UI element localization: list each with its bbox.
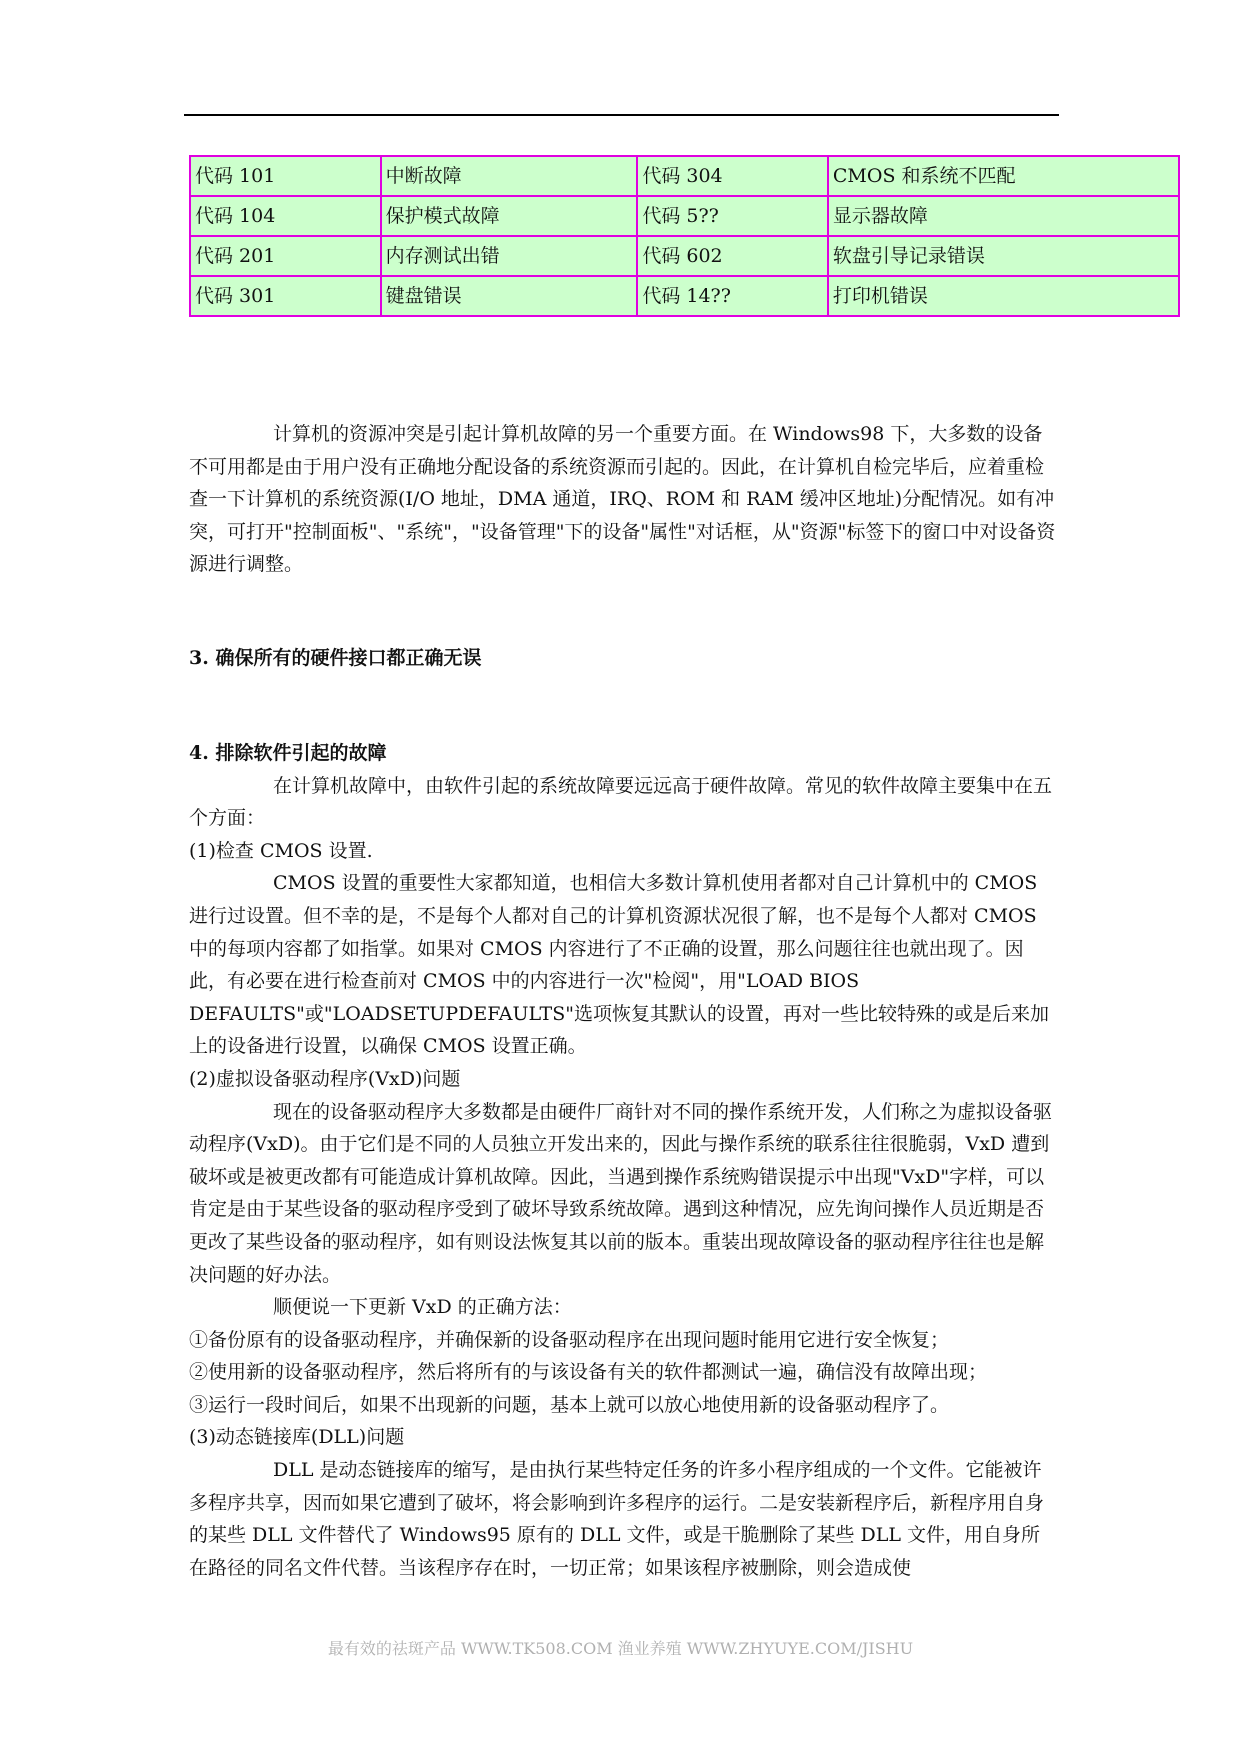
table-cell: 中断故障: [381, 156, 638, 196]
table-cell: 键盘错误: [381, 276, 638, 316]
table-cell: 显示器故障: [828, 196, 1179, 236]
item3-title: (3)动态链接库(DLL)问题: [189, 1426, 405, 1449]
item2-step: ①备份原有的设备驱动程序，并确保新的设备驱动程序在出现问题时能用它进行安全恢复；: [189, 1328, 950, 1351]
header-rule: [184, 114, 1059, 116]
section3-title: 确保所有的硬件接口都正确无误: [215, 647, 482, 669]
section3-number: 3.: [189, 647, 209, 669]
item2-body: 现在的设备驱动程序大多数都是由硬件厂商针对不同的操作系统开发，人们称之为虚拟设备驱动程序(VxD)。由于它们是不同的人员独立开发出来的，因此与操作系统的联系往往很脆弱，VxD 遭到破坏或是被更改都有可能造成计算机故障。因此，当遇到操作系统购错误提示中出现"VxD"字样，可以肯定是由于某些设备的驱动程序受到了破坏导致系统故障。遇到这种情况，应先询问操作人员近期是否更改了某些设备的驱动程序，如有则设法恢复其以前的版本。重装出现故障设备的驱动程序往往也是解决问题的好办法。: [189, 1100, 1053, 1286]
table-cell: 代码 104: [190, 196, 381, 236]
item1-body: CMOS 设置的重要性大家都知道，也相信大多数计算机使用者都对自己计算机中的 CMOS 进行过设置。但不幸的是，不是每个人都对自己的计算机资源状况很了解，也不是每个人都对 CMOS 中的每项内容都了如指掌。如果对 CMOS 内容进行了不正确的设置，那么问题往往也就出现了。因此，有必要在进行检查前对 CMOS 中的内容进行一次"检阅"，用"LOAD BIOS DEFAULTS"或"LOADSETUPDEFAULTS"选项恢复其默认的设置，再对一些比较特殊的或是后来加上的设备进行设置，以确保 CMOS 设置正确。: [189, 872, 1049, 1058]
table-cell: 软盘引导记录错误: [828, 236, 1179, 276]
table-row: [190, 276, 1179, 316]
table-cell: 代码 14??: [637, 276, 828, 316]
table-cell: 代码 5??: [637, 196, 828, 236]
item2-step: ②使用新的设备驱动程序，然后将所有的与该设备有关的软件都测试一遍，确信没有故障出现；: [189, 1361, 988, 1384]
section4-title: 排除软件引起的故障: [215, 742, 387, 764]
resource-paragraph: 计算机的资源冲突是引起计算机故障的另一个重要方面。在 Windows98 下，大多数的设备不可用都是由于用户没有正确地分配设备的系统资源而引起的。因此，在计算机自检完毕后，应着重检查一下计算机的系统资源(I/O 地址，DMA 通道，IRQ、ROM 和 RAM 缓冲区地址)分配情况。如有冲突，可打开"控制面板"、"系统"，"设备管理"下的设备"属性"对话框，从"资源"标签下的窗口中对设备资源进行调整。: [189, 423, 1056, 576]
table-cell: CMOS 和系统不匹配: [828, 156, 1179, 196]
table-cell: 代码 101: [190, 156, 381, 196]
section4-intro: 在计算机故障中，由软件引起的系统故障要远远高于硬件故障。常见的软件故障主要集中在五个方面：: [189, 774, 1053, 830]
table-row: [190, 236, 1179, 276]
section4-number: 4.: [189, 742, 209, 764]
section3-heading: [189, 642, 1059, 675]
page-footer: 最有效的祛斑产品 WWW.TK508.COM 渔业养殖 WWW.ZHYUYE.COM/JISHU: [327, 1639, 914, 1658]
item2-title: (2)虚拟设备驱动程序(VxD)问题: [189, 1067, 461, 1090]
table-cell: 打印机错误: [828, 276, 1179, 316]
error-code-table: [189, 155, 1180, 317]
table-cell: 代码 304: [637, 156, 828, 196]
resource-conflict-section: [189, 418, 1059, 581]
table-cell: 内存测试出错: [381, 236, 638, 276]
table-cell: 保护模式故障: [381, 196, 638, 236]
item2-method-intro: 顺便说一下更新 VxD 的正确方法：: [273, 1296, 572, 1319]
table-cell: 代码 201: [190, 236, 381, 276]
item3-body: DLL 是动态链接库的缩写，是由执行某些特定任务的许多小程序组成的一个文件。它能被许多程序共享，因而如果它遭到了破坏，将会影响到许多程序的运行。二是安装新程序后，新程序用自身的某些 DLL 文件替代了 Windows95 原有的 DLL 文件，或是干脆删除了某些 DLL 文件，用自身所在路径的同名文件代替。当该程序存在时，一切正常；如果该程序被删除，则会造成使: [189, 1459, 1045, 1579]
table-cell: 代码 301: [190, 276, 381, 316]
item1-title: (1)检查 CMOS 设置.: [189, 839, 373, 862]
item2-step: ③运行一段时间后，如果不出现新的问题，基本上就可以放心地使用新的设备驱动程序了。: [189, 1393, 950, 1416]
table-row: [190, 156, 1179, 196]
table-cell: 代码 602: [637, 236, 828, 276]
table-row: [190, 196, 1179, 236]
section4: [189, 737, 1059, 1584]
